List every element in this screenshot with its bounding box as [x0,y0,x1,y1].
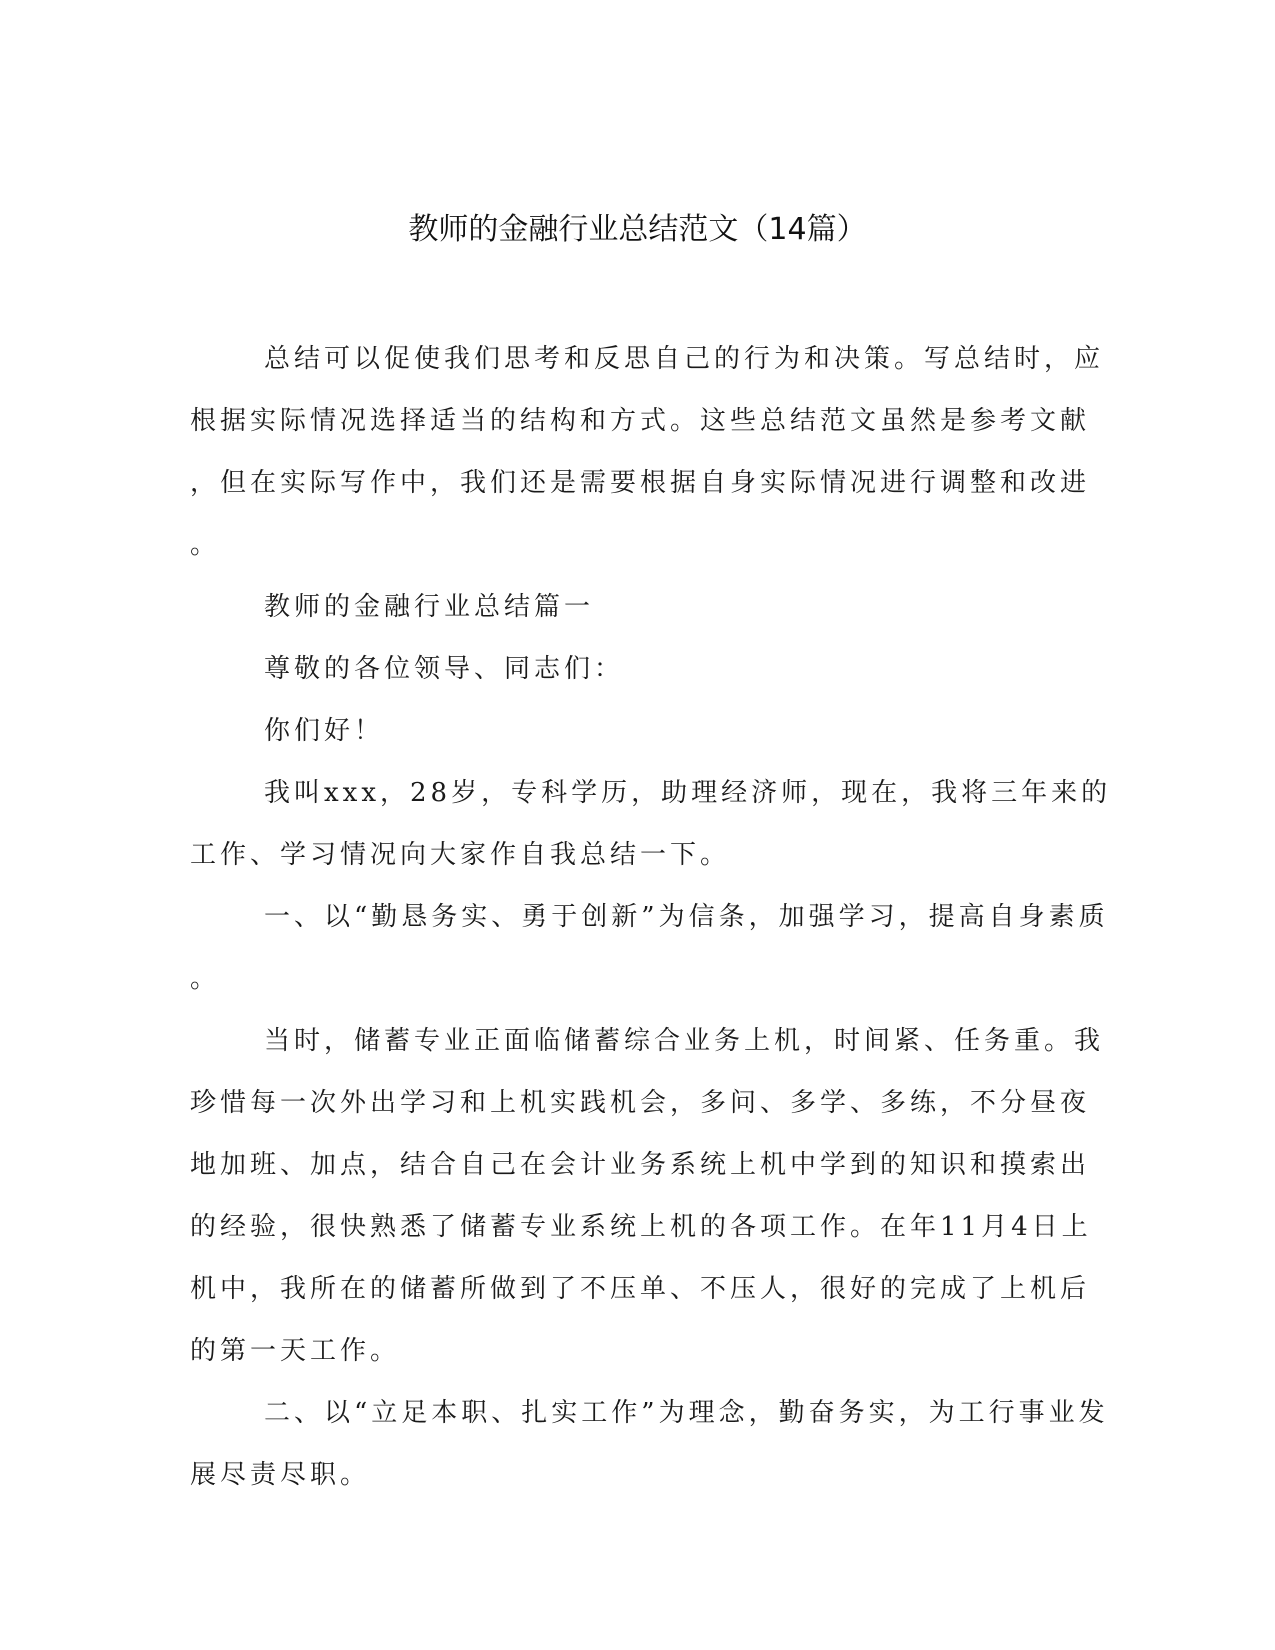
paragraph-line: 一、以“勤恳务实、勇于创新”为信条，加强学习，提高自身素质 [264,902,1109,932]
paragraph-line: ，但在实际写作中，我们还是需要根据自身实际情况进行调整和改进 [190,468,1091,498]
paragraph-line: 我叫xxx，28岁，专科学历，助理经济师，现在，我将三年来的 [264,778,1112,808]
paragraph-line: 的经验，很快熟悉了储蓄专业系统上机的各项工作。在年11月4日上 [190,1212,1092,1242]
document-body [190,328,1112,1506]
paragraph-line: 地加班、加点，结合自己在会计业务系统上机中学到的知识和摸索出 [190,1150,1091,1180]
paragraph-line: 二、以“立足本职、扎实工作”为理念，勤奋务实，为工行事业发 [264,1398,1109,1428]
document-title: 教师的金融行业总结范文（14篇） [408,212,867,247]
paragraph-line: 展尽责尽职。 [190,1460,371,1490]
paragraph-line: 根据实际情况选择适当的结构和方式。这些总结范文虽然是参考文献 [190,406,1091,436]
paragraph-line: 总结可以促使我们思考和反思自己的行为和决策。写总结时，应 [264,344,1105,374]
paragraph-line: 的第一天工作。 [190,1336,401,1366]
salutation: 尊敬的各位领导、同志们： [264,654,625,684]
section-heading: 教师的金融行业总结篇一 [264,592,595,622]
greeting: 你们好！ [264,716,385,746]
paragraph-line: 机中，我所在的储蓄所做到了不压单、不压人，很好的完成了上机后 [190,1274,1091,1304]
paragraph-line: 珍惜每一次外出学习和上机实践机会，多问、多学、多练，不分昼夜 [190,1088,1091,1118]
paragraph-line: 。 [190,964,221,994]
paragraph-line: 。 [190,530,221,560]
paragraph-line: 当时，储蓄专业正面临储蓄综合业务上机，时间紧、任务重。我 [264,1026,1105,1056]
paragraph-line: 工作、学习情况向大家作自我总结一下。 [190,840,731,870]
